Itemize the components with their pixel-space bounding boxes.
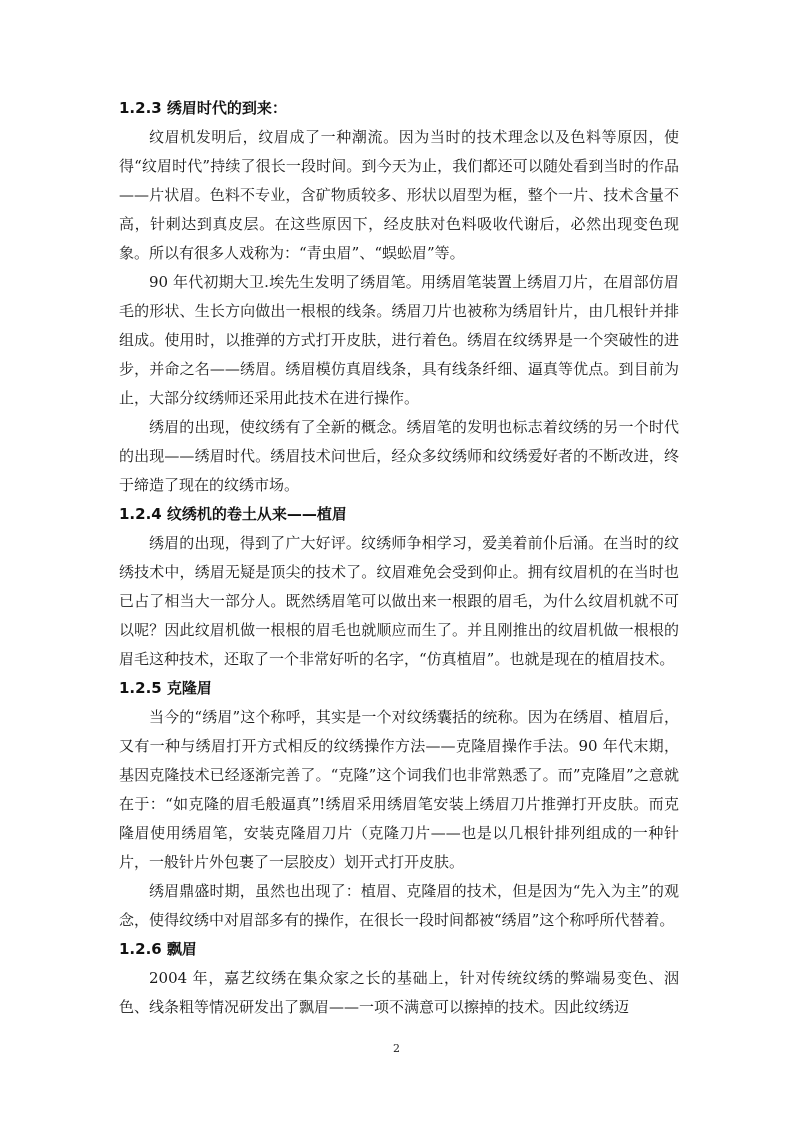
section-heading-1-2-3: 1.2.3 绣眉时代的到来： bbox=[119, 99, 287, 117]
page-number: 2 bbox=[393, 1042, 400, 1055]
paragraph: 2004 年，嘉艺纹绣在集众家之长的基础上，针对传统纹绣的弊端易变色、洇色、线条粗等情况研发出了飘眉——一项不满意可以擦掉的技术。因此纹绣迈 bbox=[119, 969, 679, 1016]
paragraph: 90 年代初期大卫.埃先生发明了绣眉笔。用绣眉笔装置上绣眉刀片，在眉部仿眉毛的形状、生长方向做出一根根的线条。绣眉刀片也被称为绣眉针片，由几根针并排组成。使用时，以推弹的方式打开皮肤，进行着色。绣眉在纹绣界是一个突破性的进步，并命之名——绣眉。绣眉模仿真眉线条，具有线条纤细、逼真等优点。到目前为止，大部分纹绣师还采用此技术在进行操作。 bbox=[119, 273, 679, 407]
paragraph: 绣眉的出现，使纹绣有了全新的概念。绣眉笔的发明也标志着纹绣的另一个时代的出现——绣眉时代。绣眉技术问世后，经众多纹绣师和纹绣爱好者的不断改进，终于缔造了现在的纹绣市场。 bbox=[119, 418, 679, 494]
section-heading-1-2-5: 1.2.5 克隆眉 bbox=[119, 679, 212, 697]
paragraph: 绣眉鼎盛时期，虽然也出现了：植眉、克隆眉的技术，但是因为“先入为主”的观念，使得纹绣中对眉部多有的操作，在很长一段时间都被“绣眉”这个称呼所代替着。 bbox=[119, 882, 679, 929]
section-heading-1-2-4: 1.2.4 纹绣机的卷土从来——植眉 bbox=[119, 505, 347, 523]
paragraph: 纹眉机发明后，纹眉成了一种潮流。因为当时的技术理念以及色料等原因，使得“纹眉时代”持续了很长一段时间。到今天为止，我们都还可以随处看到当时的作品——片状眉。色料不专业，含矿物质较多、形状以眉型为框，整个一片、技术含量不高，针刺达到真皮层。在这些原因下，经皮肤对色料吸收代谢后，必然出现变色现象。所以有很多人戏称为：“青虫眉”、“蜈蚣眉”等。 bbox=[119, 128, 679, 262]
paragraph: 绣眉的出现，得到了广大好评。纹绣师争相学习，爱美着前仆后涌。在当时的纹绣技术中，绣眉无疑是顶尖的技术了。纹眉难免会受到仰止。拥有纹眉机的在当时也已占了相当大一部分人。既然绣眉笔可以做出来一根跟的眉毛，为什么纹眉机就不可以呢？因此纹眉机做一根根的眉毛也就顺应而生了。并且刚推出的纹眉机做一根根的眉毛这种技术，还取了一个非常好听的名字，“仿真植眉”。也就是现在的植眉技术。 bbox=[119, 534, 679, 668]
page-content bbox=[119, 94, 679, 1022]
paragraph: 当今的“绣眉”这个称呼，其实是一个对纹绣囊括的统称。因为在绣眉、植眉后，又有一种与绣眉打开方式相反的纹绣操作方法——克隆眉操作手法。90 年代末期，基因克隆技术已经逐渐完善了。“克隆”这个词我们也非常熟悉了。而”克隆眉”之意就在于：“如克隆的眉毛般逼真”!绣眉采用绣眉笔安装上绣眉刀片推弹打开皮肤。而克隆眉使用绣眉笔，安装克隆眉刀片（克隆刀片——也是以几根针排列组成的一种针片，一般针片外包裹了一层胶皮）划开式打开皮肤。 bbox=[119, 708, 679, 871]
section-heading-1-2-6: 1.2.6 飘眉 bbox=[119, 940, 197, 958]
